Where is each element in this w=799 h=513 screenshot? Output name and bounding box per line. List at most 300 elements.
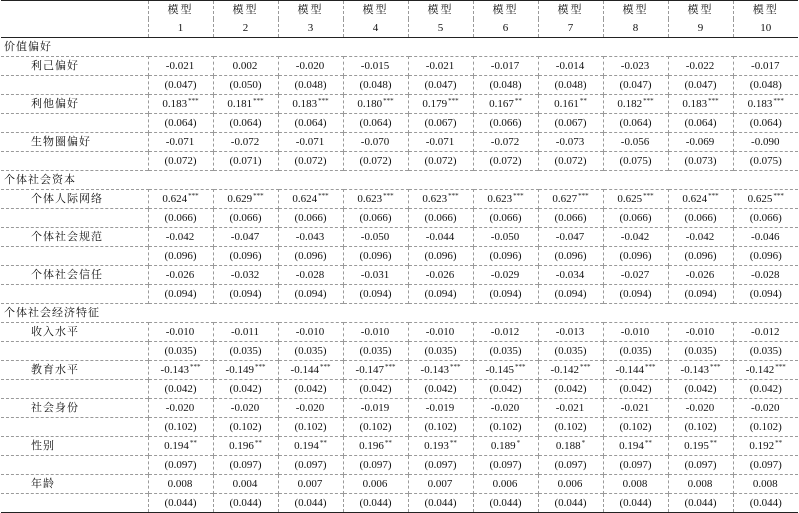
se-cell: (0.035) <box>538 342 603 361</box>
variable-name: 个体社会信任 <box>1 266 148 285</box>
model-label-text: 模型 <box>232 3 259 16</box>
coef-cell <box>538 228 603 247</box>
coef-cell <box>668 399 733 418</box>
se-cell: (0.064) <box>603 114 668 133</box>
se-cell: (0.044) <box>148 494 213 513</box>
coef-value: 0.006 <box>362 478 388 490</box>
coef-cell <box>668 475 733 494</box>
significance-stars: *** <box>448 192 459 200</box>
se-cell: (0.097) <box>473 456 538 475</box>
coef-value: -0.142 <box>745 364 775 376</box>
se-cell: (0.097) <box>408 456 473 475</box>
significance-stars: *** <box>448 97 459 105</box>
variable-name: 个体人际网络 <box>1 190 148 209</box>
se-cell: (0.071) <box>213 152 278 171</box>
header-model-number: 4 <box>343 19 408 38</box>
coef-cell <box>213 399 278 418</box>
se-row <box>1 76 798 95</box>
coef-row <box>1 266 798 285</box>
group-fill-cell <box>538 304 603 323</box>
regression-table <box>1 0 798 513</box>
coef-cell <box>473 57 538 76</box>
coef-cell <box>408 228 473 247</box>
se-cell: (0.042) <box>148 380 213 399</box>
coef-row <box>1 190 798 209</box>
coef-value: -0.043 <box>295 231 325 243</box>
coef-value: -0.013 <box>555 326 585 338</box>
coef-value: -0.147 <box>355 364 384 376</box>
coef-value: 0.008 <box>622 478 648 490</box>
se-cell: (0.044) <box>733 494 798 513</box>
se-cell: (0.096) <box>408 247 473 266</box>
se-cell: (0.073) <box>668 152 733 171</box>
coef-cell <box>278 399 343 418</box>
se-cell: (0.066) <box>668 209 733 228</box>
group-fill-cell <box>603 304 668 323</box>
coef-value: -0.047 <box>230 231 260 243</box>
se-cell: (0.096) <box>148 247 213 266</box>
se-cell: (0.072) <box>408 152 473 171</box>
coef-value: 0.192 <box>749 440 775 452</box>
coef-value: -0.027 <box>620 269 650 281</box>
se-row <box>1 494 798 513</box>
coef-value: -0.144 <box>615 364 644 376</box>
coef-cell <box>408 95 473 114</box>
se-cell: (0.035) <box>213 342 278 361</box>
se-cell: (0.042) <box>213 380 278 399</box>
coef-value: -0.021 <box>620 402 650 414</box>
se-cell: (0.035) <box>668 342 733 361</box>
coef-value: 0.623 <box>422 193 448 205</box>
coef-cell <box>278 475 343 494</box>
significance-stars: *** <box>188 192 199 200</box>
coef-value: -0.015 <box>360 60 390 72</box>
group-fill-cell <box>148 38 213 57</box>
variable-name-blank <box>1 380 148 399</box>
significance-stars: ** <box>775 439 783 447</box>
coef-value: -0.073 <box>555 136 585 148</box>
group-fill-cell <box>213 304 278 323</box>
se-row <box>1 380 798 399</box>
header-model-number: 9 <box>668 19 733 38</box>
group-fill-cell <box>538 171 603 190</box>
coef-cell <box>343 190 408 209</box>
coef-value: -0.143 <box>420 364 449 376</box>
significance-stars: *** <box>188 97 199 105</box>
se-cell: (0.097) <box>538 456 603 475</box>
coef-value: -0.012 <box>490 326 520 338</box>
coef-value: 0.624 <box>162 193 188 205</box>
coef-cell <box>668 266 733 285</box>
se-cell: (0.102) <box>603 418 668 437</box>
coef-value: -0.042 <box>685 231 715 243</box>
se-cell: (0.066) <box>603 209 668 228</box>
coef-cell <box>733 475 798 494</box>
se-cell: (0.048) <box>343 76 408 95</box>
coef-value: 0.008 <box>687 478 713 490</box>
significance-stars: *** <box>579 363 591 371</box>
coef-cell <box>538 95 603 114</box>
significance-stars: *** <box>514 363 526 371</box>
header-corner <box>1 1 148 20</box>
se-cell: (0.097) <box>148 456 213 475</box>
coef-value: -0.026 <box>685 269 715 281</box>
coef-cell <box>148 475 213 494</box>
se-cell: (0.102) <box>408 418 473 437</box>
coef-value: -0.021 <box>165 60 195 72</box>
coef-value: -0.056 <box>620 136 650 148</box>
se-cell: (0.064) <box>148 114 213 133</box>
coef-cell <box>213 95 278 114</box>
se-cell: (0.096) <box>538 247 603 266</box>
coef-cell <box>538 133 603 152</box>
coef-value: 0.624 <box>292 193 318 205</box>
coef-cell <box>473 228 538 247</box>
significance-stars: ** <box>579 97 587 105</box>
coef-cell <box>278 437 343 456</box>
variable-name-blank <box>1 456 148 475</box>
se-cell: (0.097) <box>213 456 278 475</box>
significance-stars: *** <box>709 363 721 371</box>
se-cell: (0.042) <box>473 380 538 399</box>
coef-value: 0.008 <box>752 478 778 490</box>
coef-cell <box>408 361 473 380</box>
se-cell: (0.042) <box>343 380 408 399</box>
header-model-label <box>603 1 668 20</box>
coef-cell <box>213 475 278 494</box>
coef-cell <box>538 399 603 418</box>
coef-cell <box>408 190 473 209</box>
se-cell: (0.097) <box>733 456 798 475</box>
coef-cell <box>733 361 798 380</box>
se-cell: (0.094) <box>278 285 343 304</box>
coef-value: -0.017 <box>751 60 780 72</box>
group-fill-cell <box>473 171 538 190</box>
coef-value: -0.020 <box>490 402 520 414</box>
group-row <box>1 171 798 190</box>
coef-value: -0.020 <box>685 402 715 414</box>
se-cell: (0.096) <box>473 247 538 266</box>
variable-name-blank <box>1 285 148 304</box>
coef-cell <box>603 133 668 152</box>
significance-stars: *** <box>383 97 394 105</box>
coef-value: -0.020 <box>230 402 260 414</box>
coef-value: -0.020 <box>165 402 195 414</box>
se-row <box>1 209 798 228</box>
coef-cell <box>733 437 798 456</box>
model-label-text: 模型 <box>752 3 779 16</box>
header-model-label <box>343 1 408 20</box>
coef-value: 0.193 <box>424 440 449 452</box>
model-label-text: 模型 <box>362 3 389 16</box>
group-row <box>1 304 798 323</box>
significance-stars: *** <box>513 192 524 200</box>
coef-cell <box>668 323 733 342</box>
group-fill-cell <box>473 38 538 57</box>
coef-cell <box>148 95 213 114</box>
coef-value: 0.161 <box>554 98 579 110</box>
coef-cell <box>603 228 668 247</box>
significance-stars: *** <box>189 363 201 371</box>
coef-cell <box>473 266 538 285</box>
model-label-text: 模型 <box>687 3 714 16</box>
coef-value: 0.183 <box>162 98 188 110</box>
significance-stars: *** <box>773 97 784 105</box>
coef-value: 0.196 <box>229 440 254 452</box>
se-cell: (0.044) <box>473 494 538 513</box>
se-cell: (0.064) <box>278 114 343 133</box>
significance-stars: *** <box>643 97 654 105</box>
coef-value: 0.008 <box>167 478 193 490</box>
coef-cell <box>278 57 343 76</box>
coef-value: 0.183 <box>682 98 708 110</box>
group-title: 个体社会资本 <box>1 171 148 190</box>
coef-cell <box>148 190 213 209</box>
coef-cell <box>473 475 538 494</box>
se-cell: (0.035) <box>733 342 798 361</box>
se-cell: (0.094) <box>473 285 538 304</box>
coef-value: -0.011 <box>230 326 259 338</box>
se-cell: (0.097) <box>603 456 668 475</box>
coef-cell <box>343 475 408 494</box>
coef-cell <box>343 361 408 380</box>
coef-value: -0.069 <box>685 136 715 148</box>
significance-stars: *** <box>383 192 394 200</box>
coef-value: -0.050 <box>490 231 520 243</box>
group-fill-cell <box>668 171 733 190</box>
header-model-label <box>278 1 343 20</box>
se-cell: (0.096) <box>668 247 733 266</box>
coef-value: -0.143 <box>160 364 189 376</box>
coef-cell <box>733 95 798 114</box>
header-model-label <box>473 1 538 20</box>
se-cell: (0.094) <box>603 285 668 304</box>
variable-name: 性别 <box>1 437 148 456</box>
group-fill-cell <box>213 171 278 190</box>
se-row <box>1 418 798 437</box>
coef-cell <box>343 95 408 114</box>
significance-stars: *** <box>254 363 266 371</box>
coef-cell <box>148 399 213 418</box>
coef-cell <box>343 133 408 152</box>
se-cell: (0.048) <box>538 76 603 95</box>
header-model-number: 3 <box>278 19 343 38</box>
se-row <box>1 247 798 266</box>
header-model-number: 1 <box>148 19 213 38</box>
se-cell: (0.066) <box>733 209 798 228</box>
se-cell: (0.044) <box>668 494 733 513</box>
coef-cell <box>473 323 538 342</box>
model-label-text: 模型 <box>297 3 324 16</box>
se-cell: (0.075) <box>733 152 798 171</box>
se-cell: (0.047) <box>668 76 733 95</box>
coef-cell <box>278 190 343 209</box>
coef-row <box>1 399 798 418</box>
coef-value: -0.031 <box>360 269 390 281</box>
se-cell: (0.044) <box>603 494 668 513</box>
se-cell: (0.064) <box>343 114 408 133</box>
variable-name-blank <box>1 342 148 361</box>
coef-cell <box>408 399 473 418</box>
se-cell: (0.097) <box>668 456 733 475</box>
coef-value: 0.624 <box>682 193 708 205</box>
significance-stars: *** <box>578 192 589 200</box>
coef-value: 0.195 <box>684 440 709 452</box>
se-cell: (0.044) <box>213 494 278 513</box>
coef-cell <box>733 133 798 152</box>
significance-stars: *** <box>318 192 329 200</box>
coef-cell <box>538 190 603 209</box>
se-cell: (0.042) <box>733 380 798 399</box>
coef-cell <box>278 323 343 342</box>
se-cell: (0.102) <box>278 418 343 437</box>
coef-cell <box>473 95 538 114</box>
coef-cell <box>408 133 473 152</box>
group-fill-cell <box>668 304 733 323</box>
variable-name: 社会身份 <box>1 399 148 418</box>
se-cell: (0.048) <box>733 76 798 95</box>
coef-value: 0.182 <box>617 98 643 110</box>
group-fill-cell <box>278 171 343 190</box>
coef-value: 0.625 <box>747 193 773 205</box>
se-cell: (0.094) <box>733 285 798 304</box>
coef-cell <box>148 323 213 342</box>
se-cell: (0.072) <box>278 152 343 171</box>
coef-value: -0.026 <box>425 269 455 281</box>
coef-cell <box>603 399 668 418</box>
coef-cell <box>213 266 278 285</box>
se-cell: (0.094) <box>408 285 473 304</box>
se-cell: (0.066) <box>213 209 278 228</box>
coef-value: -0.023 <box>620 60 650 72</box>
group-fill-cell <box>278 304 343 323</box>
coef-row <box>1 228 798 247</box>
significance-stars: ** <box>449 439 457 447</box>
significance-stars: ** <box>384 439 392 447</box>
coef-cell <box>668 95 733 114</box>
se-cell: (0.094) <box>343 285 408 304</box>
coef-cell <box>668 228 733 247</box>
se-cell: (0.094) <box>538 285 603 304</box>
group-fill-cell <box>603 38 668 57</box>
variable-name-blank <box>1 152 148 171</box>
se-cell: (0.066) <box>408 209 473 228</box>
header-model-label <box>148 1 213 20</box>
variable-name: 个体社会规范 <box>1 228 148 247</box>
se-cell: (0.097) <box>343 456 408 475</box>
significance-stars: *** <box>708 192 719 200</box>
coef-value: -0.010 <box>360 326 390 338</box>
se-cell: (0.072) <box>473 152 538 171</box>
header-row-number <box>1 19 798 38</box>
header-corner-2 <box>1 19 148 38</box>
coef-cell <box>603 57 668 76</box>
se-row <box>1 114 798 133</box>
header-row-label <box>1 1 798 20</box>
se-cell: (0.035) <box>603 342 668 361</box>
coef-value: 0.007 <box>427 478 453 490</box>
table-body <box>1 1 798 513</box>
coef-value: -0.072 <box>230 136 260 148</box>
coef-value: -0.143 <box>680 364 709 376</box>
se-cell: (0.044) <box>538 494 603 513</box>
coef-cell <box>668 190 733 209</box>
coef-value: 0.194 <box>294 440 319 452</box>
coef-value: 0.189 <box>490 440 516 452</box>
coef-value: -0.017 <box>490 60 520 72</box>
se-cell: (0.094) <box>213 285 278 304</box>
se-cell: (0.072) <box>343 152 408 171</box>
coef-value: -0.020 <box>295 60 325 72</box>
se-cell: (0.042) <box>278 380 343 399</box>
variable-name-blank <box>1 209 148 228</box>
coef-cell <box>343 437 408 456</box>
coef-cell <box>213 228 278 247</box>
model-label-text: 模型 <box>427 3 454 16</box>
coef-value: 0.623 <box>487 193 513 205</box>
group-title: 个体社会经济特征 <box>1 304 148 323</box>
significance-stars: ** <box>644 439 652 447</box>
coef-cell <box>733 266 798 285</box>
se-row <box>1 285 798 304</box>
coef-cell <box>148 228 213 247</box>
se-cell: (0.044) <box>408 494 473 513</box>
se-cell: (0.102) <box>733 418 798 437</box>
coef-cell <box>213 190 278 209</box>
coef-value: -0.042 <box>165 231 195 243</box>
coef-cell <box>148 361 213 380</box>
significance-stars: *** <box>644 363 656 371</box>
header-model-number: 6 <box>473 19 538 38</box>
se-cell: (0.050) <box>213 76 278 95</box>
header-model-number: 5 <box>408 19 473 38</box>
group-fill-cell <box>538 38 603 57</box>
coef-value: -0.028 <box>751 269 780 281</box>
coef-value: -0.021 <box>425 60 455 72</box>
coef-value: -0.010 <box>165 326 195 338</box>
coef-cell <box>668 361 733 380</box>
se-cell: (0.102) <box>473 418 538 437</box>
se-cell: (0.044) <box>343 494 408 513</box>
significance-stars: * <box>581 439 586 447</box>
se-cell: (0.066) <box>473 114 538 133</box>
coef-cell <box>148 133 213 152</box>
coef-cell <box>278 95 343 114</box>
se-cell: (0.047) <box>603 76 668 95</box>
se-cell: (0.042) <box>668 380 733 399</box>
variable-name: 年龄 <box>1 475 148 494</box>
se-cell: (0.064) <box>213 114 278 133</box>
coef-row <box>1 475 798 494</box>
coef-value: -0.149 <box>225 364 254 376</box>
coef-cell <box>408 57 473 76</box>
coef-value: -0.142 <box>550 364 579 376</box>
group-fill-cell <box>148 304 213 323</box>
significance-stars: ** <box>189 439 197 447</box>
se-cell: (0.072) <box>538 152 603 171</box>
significance-stars: ** <box>514 97 522 105</box>
variable-name-blank <box>1 494 148 513</box>
significance-stars: *** <box>775 363 786 371</box>
coef-cell <box>408 437 473 456</box>
coef-cell <box>603 190 668 209</box>
se-cell: (0.048) <box>278 76 343 95</box>
group-fill-cell <box>343 38 408 57</box>
coef-cell <box>538 266 603 285</box>
coef-cell <box>213 323 278 342</box>
coef-row <box>1 95 798 114</box>
se-cell: (0.102) <box>538 418 603 437</box>
